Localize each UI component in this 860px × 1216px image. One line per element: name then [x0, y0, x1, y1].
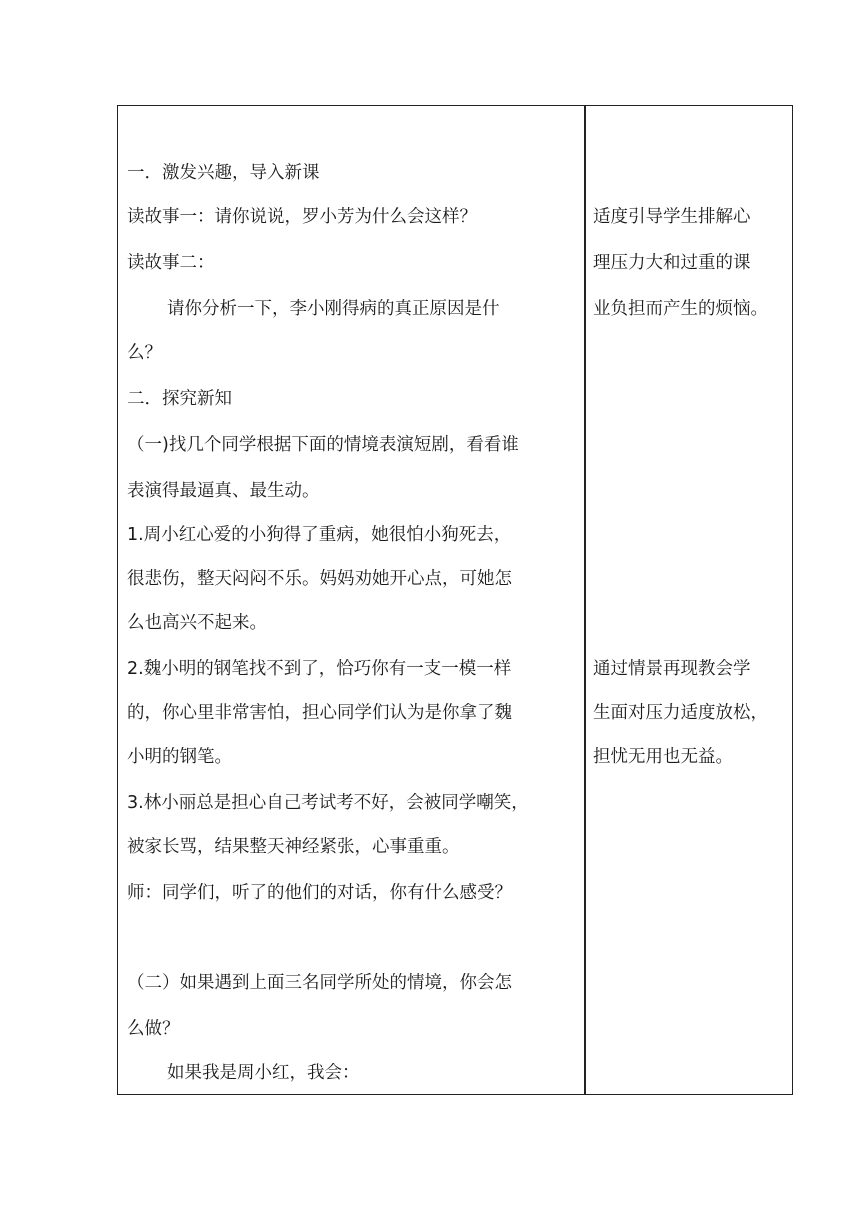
intent-two-line-3: 担忧无用也无益。	[593, 747, 733, 767]
story-one-line: 读故事一：请你说说，罗小芳为什么会这样？	[127, 207, 477, 227]
story-two-question-cont: 么？	[127, 343, 162, 363]
section-heading-intro: 一．激发兴趣，导入新课	[127, 163, 320, 183]
intent-two-line-1: 通过情景再现教会学	[593, 659, 751, 679]
intent-one-line-3: 业负担而产生的烦恼。	[593, 299, 768, 319]
story-two-question-text: 请你分析一下，李小刚得病的真正原因是什	[167, 299, 500, 319]
scenario-two-line-2: 的，你心里非常害怕，担心同学们认为是你拿了魏	[127, 703, 512, 723]
section-heading-explore: 二．探究新知	[127, 389, 232, 409]
activity-one-line: （一)找几个同学根据下面的情境表演短剧，看看谁	[127, 435, 519, 455]
teacher-question: 师：同学们，听了的他们的对话，你有什么感受？	[127, 883, 512, 903]
column-divider	[584, 105, 586, 1095]
intent-one-line-2: 理压力大和过重的课	[593, 253, 751, 273]
story-two-question	[167, 297, 579, 321]
scenario-three-line-1: 3.林小丽总是担心自己考试考不好，会被同学嘲笑，	[127, 793, 529, 813]
intent-two-line-2: 生面对压力适度放松，	[593, 703, 768, 723]
scenario-two-line-3: 小明的钢笔。	[127, 747, 232, 767]
activity-one-line-cont: 表演得最逼真、最生动。	[127, 481, 320, 501]
if-i-were-zhou: 如果我是周小红，我会：	[167, 1063, 360, 1083]
scenario-two-line-1: 2.魏小明的钢笔找不到了，恰巧你有一支一模一样	[127, 659, 512, 679]
intent-one-line-1: 适度引导学生排解心	[593, 207, 751, 227]
scenario-three-line-2: 被家长骂，结果整天神经紧张，心事重重。	[127, 837, 460, 857]
scenario-one-line-1: 1.周小红心爱的小狗得了重病，她很怕小狗死去，	[127, 525, 512, 545]
scenario-one-line-3: 么也高兴不起来。	[127, 613, 267, 633]
activity-two-line: （二）如果遇到上面三名同学所处的情境，你会怎	[127, 973, 512, 993]
activity-two-line-cont: 么做？	[127, 1019, 180, 1039]
scenario-one-line-2: 很悲伤，整天闷闷不乐。妈妈劝她开心点，可她怎	[127, 569, 512, 589]
story-two-line: 读故事二：	[127, 253, 215, 273]
